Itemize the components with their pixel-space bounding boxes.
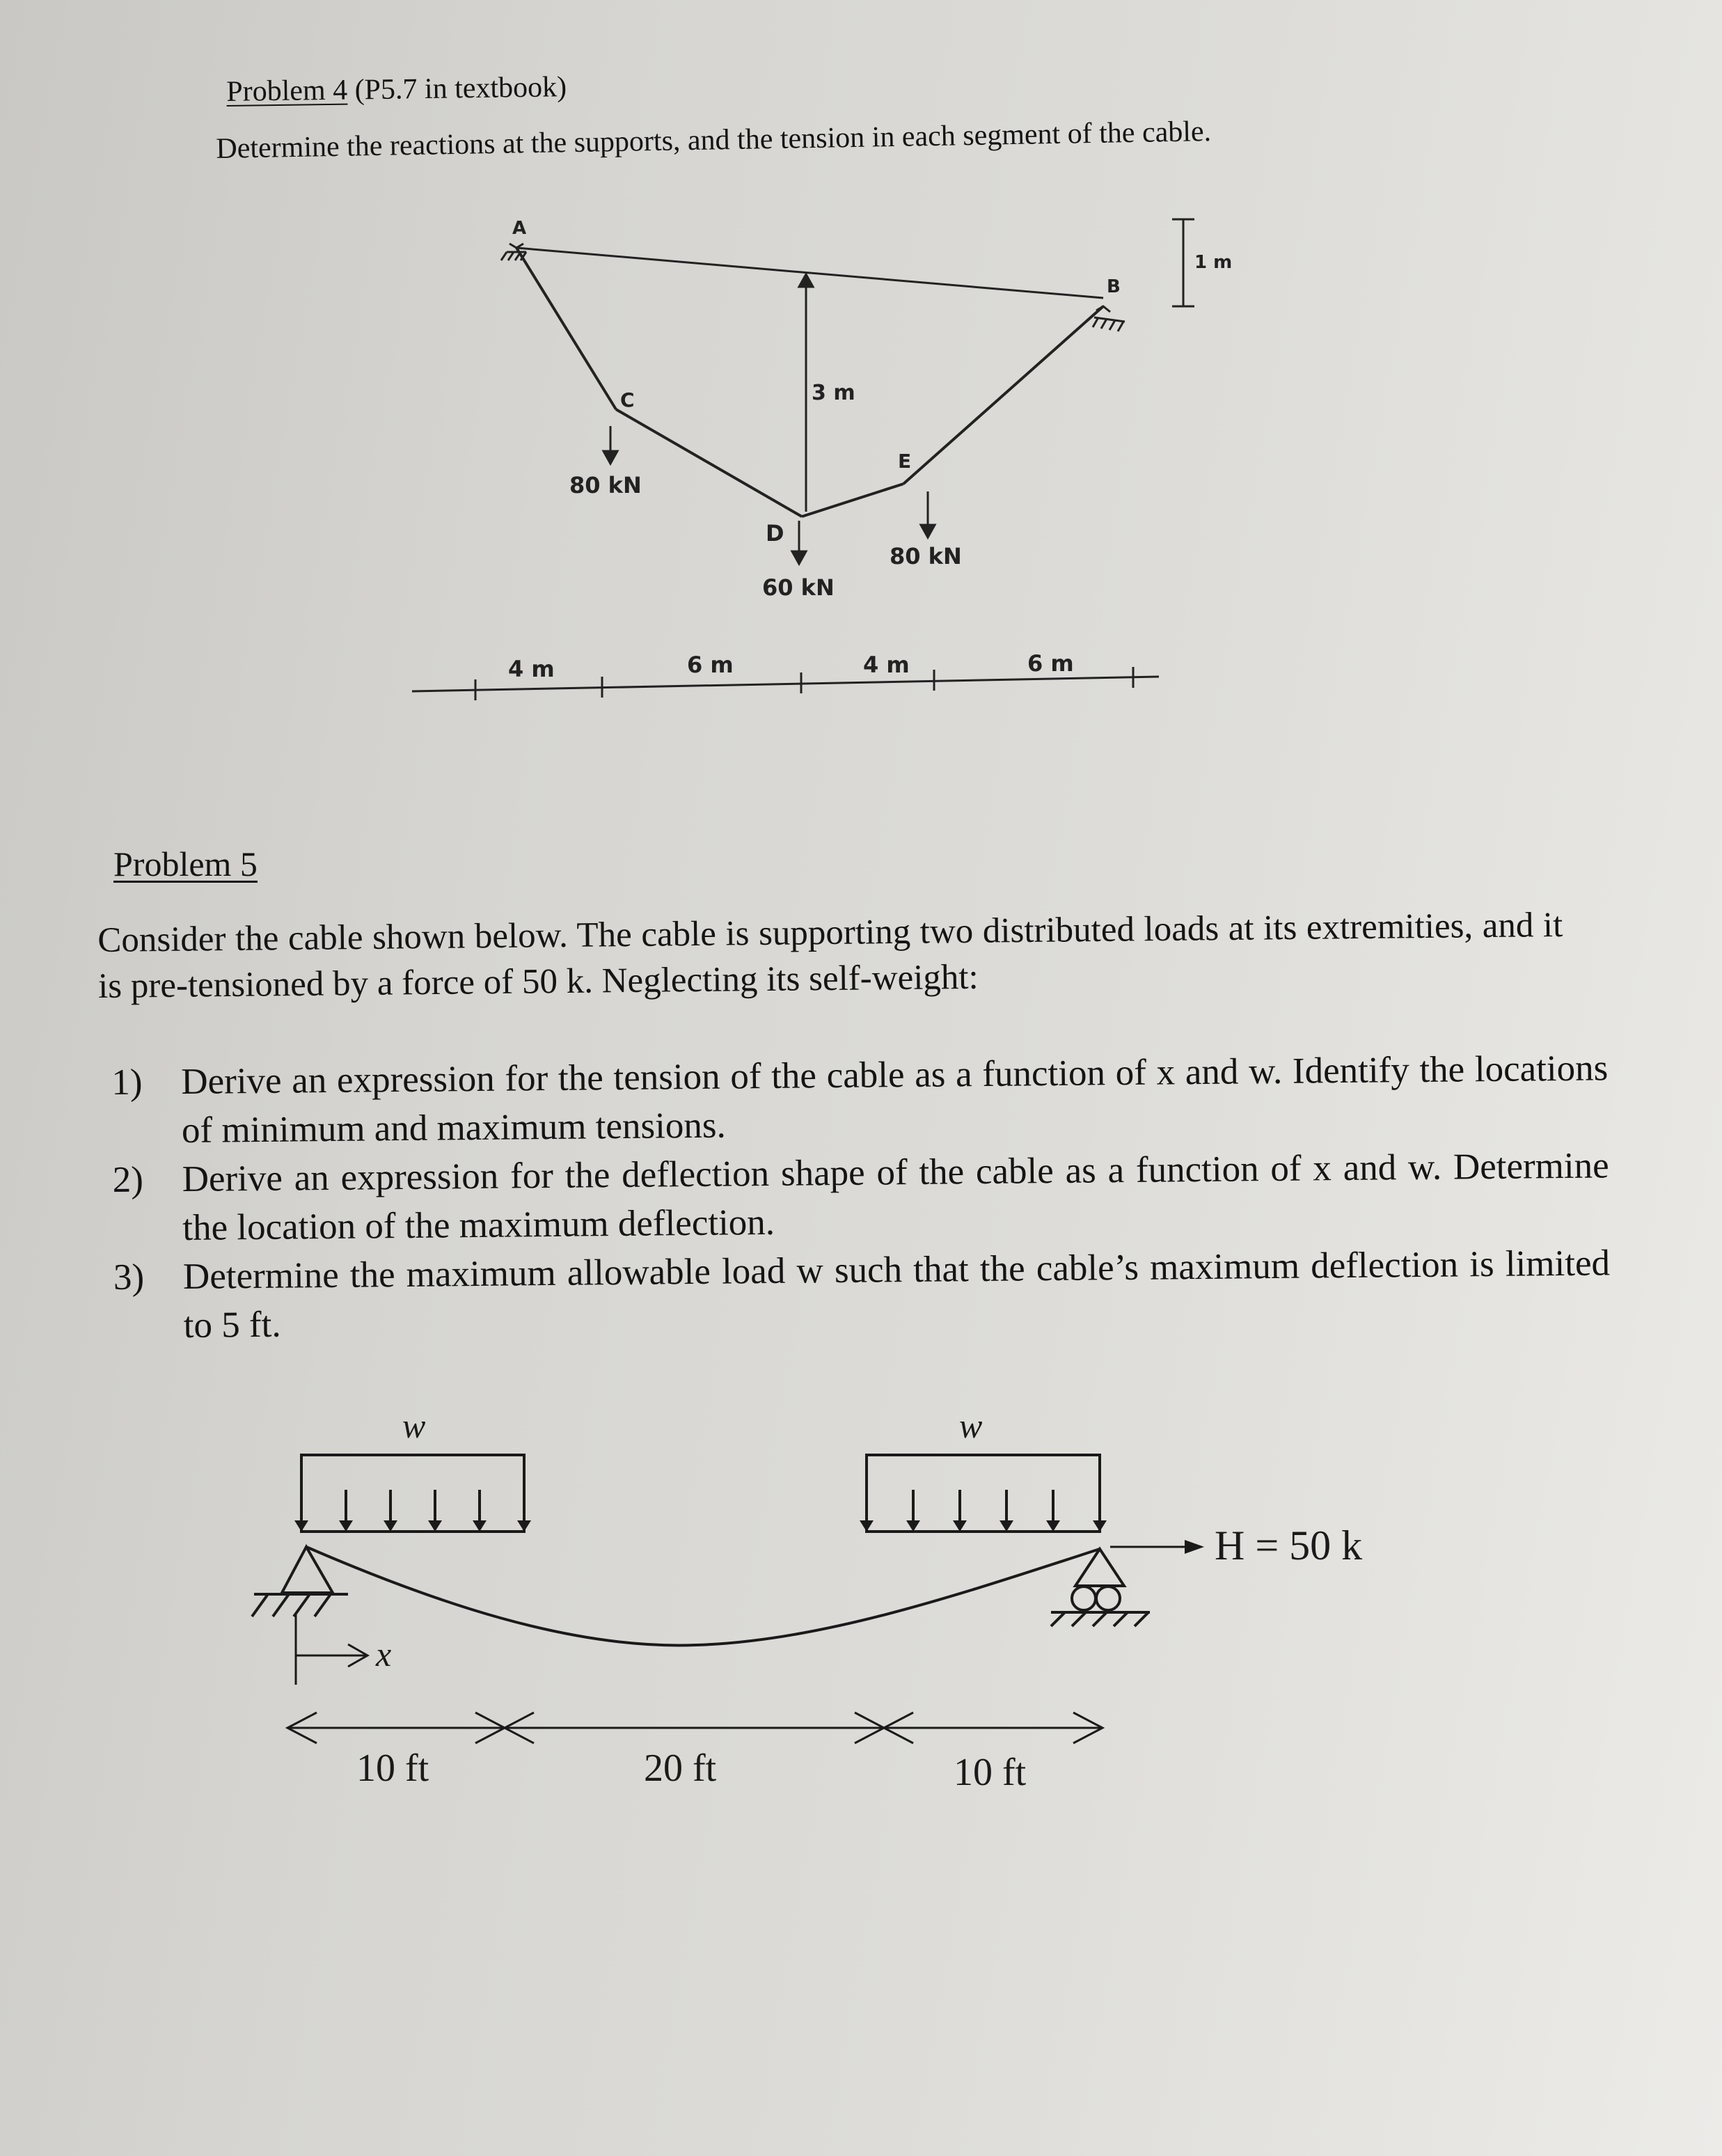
span-label-10ft-left: 10 ft — [356, 1747, 429, 1790]
span-label-1: 4 m — [508, 656, 555, 682]
problem4-title-rest: (P5.7 in textbook) — [347, 71, 567, 107]
problem5-intro: Consider the cable shown below. The cable is supporting two distributed loads at its extremities, and it is pre-tensioned by a force of 50 k. Neglecting its self-weight: — [97, 905, 1563, 1006]
load-arrowheads-right — [860, 1520, 1107, 1532]
rise-label: 1 m — [1194, 252, 1233, 273]
x-axis-arrow — [296, 1614, 368, 1685]
span-label-10ft-right: 10 ft — [954, 1751, 1027, 1794]
span-label-20ft: 20 ft — [644, 1747, 717, 1790]
question-number: 1) — [111, 1062, 143, 1103]
question-text: Determine the maximum allowable load w such that the cable’s maximum deflection is limited to 5 ft. — [182, 1243, 1611, 1346]
problem4-description: Determine the reactions at the supports, and the tension in each segment of the cable. — [216, 116, 1212, 165]
sag-label: 3 m — [812, 381, 855, 405]
roller-icon — [1096, 1587, 1120, 1610]
question-text: Derive an expression for the tension of the cable as a function of x and w. Identify the locations of minimum and maximum tensions. — [181, 1048, 1609, 1151]
load-label-w-left: w — [402, 1406, 426, 1445]
problem5-title: Problem 5 — [113, 844, 258, 883]
label-C: C — [620, 388, 635, 411]
cable-curve — [306, 1547, 1100, 1645]
distributed-load-left — [301, 1455, 524, 1532]
load-arrows-left — [301, 1490, 524, 1525]
force-label: H = 50 k — [1215, 1522, 1363, 1568]
label-B: B — [1107, 276, 1121, 297]
load-arrows-right — [867, 1490, 1100, 1525]
load-label-E: 80 kN — [890, 543, 962, 569]
distributed-load-right — [867, 1455, 1100, 1532]
load-label-C: 80 kN — [569, 472, 642, 498]
load-label-w-right: w — [959, 1406, 983, 1445]
label-D: D — [766, 520, 784, 546]
span-label-4: 6 m — [1027, 650, 1074, 677]
span-label-3: 4 m — [863, 652, 910, 678]
force-arrow-head — [1185, 1540, 1204, 1554]
roller-icon — [1072, 1587, 1096, 1610]
question-number: 2) — [112, 1159, 144, 1200]
problem4-title-underlined: Problem 4 — [226, 74, 348, 108]
span-label-2: 6 m — [687, 652, 734, 678]
load-label-D: 60 kN — [762, 574, 835, 601]
question-text: Derive an expression for the deflection shape of the cable as a function of x and w. Determine the location of the maximum deflection. — [182, 1145, 1609, 1249]
label-A: A — [512, 218, 527, 239]
load-arrowheads-left — [294, 1520, 531, 1532]
question-number: 3) — [113, 1257, 145, 1298]
label-E: E — [898, 450, 912, 473]
x-axis-label: x — [376, 1635, 392, 1674]
